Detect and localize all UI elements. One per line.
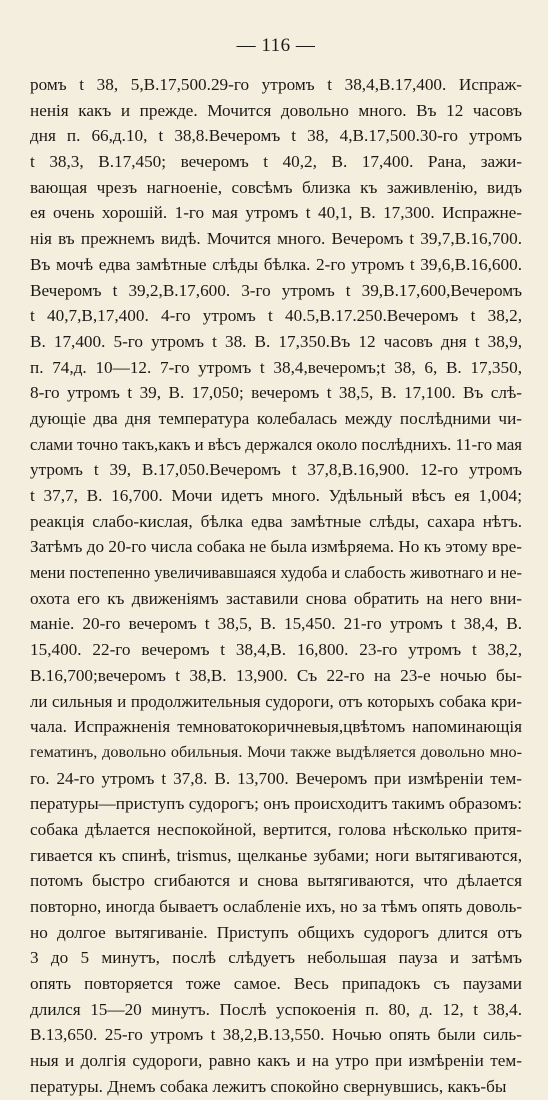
text-line: маніе. 20-го вечеромъ t 38,5, В. 15,450. 21-го утромъ t 38,4, В. xyxy=(30,614,522,634)
text-line: чала. Испражненія темноватокоричневыя,цвѣтомъ напоминающія xyxy=(30,717,522,737)
text-line: ли сильныя и продолжительныя судороги, отъ которыхъ собака кри- xyxy=(30,691,522,711)
text-line: 15,400. 22-го вечеромъ t 38,4,В. 16,800. 23-го утромъ t 38,2, xyxy=(30,640,522,660)
text-line: потомъ быстро сгибаются и снова вытягиваются, что дѣлается xyxy=(30,871,522,891)
text-line: длился 15—20 минутъ. Послѣ успокоенія п. 80, д. 12, t 38,4. xyxy=(30,999,522,1019)
text-line: t 38,3, В.17,450; вечеромъ t 40,2, В. 17,400. Рана, зажи- xyxy=(30,152,522,172)
text-line: нія въ прежнемъ видѣ. Мочится много. Вечеромъ t 39,7,В.16,700. xyxy=(30,229,522,249)
text-line: собака дѣлается неспокойной, вертится, голова нѣсколько притя- xyxy=(30,819,522,839)
text-line: мени постепенно увеличивавшаяся худоба и слабость животнаго и не- xyxy=(30,563,522,583)
text-line: В.16,700;вечеромъ t 38,В. 13,900. Съ 22-го на 23-е ночью бы- xyxy=(30,665,522,685)
text-line: В. 17,400. 5-го утромъ t 38. В. 17,350.Въ 12 часовъ дня t 38,9, xyxy=(30,331,522,351)
text-line: дня п. 66,д.10, t 38,8.Вечеромъ t 38, 4,В.17,500.30-го утромъ xyxy=(30,126,522,146)
body-text xyxy=(30,72,522,1100)
text-line: повторно, иногда бываетъ ослабленіе ихъ, но за тѣмъ опять доволь- xyxy=(30,897,522,916)
text-line: Въ мочѣ едва замѣтные слѣды бѣлка. 2-го утромъ t 39,6,В.16,600. xyxy=(30,254,522,274)
text-line: 8-го утромъ t 39, В. 17,050; вечеромъ t 38,5, В. 17,100. Въ слѣ- xyxy=(30,383,522,403)
text-line: го. 24-го утромъ t 37,8. В. 13,700. Вечеромъ при измѣреніи тем- xyxy=(30,768,522,788)
text-line: вающая чрезъ нагноеніе, совсѣмъ близка къ заживленію, видъ xyxy=(30,177,522,197)
text-line: ромъ t 38, 5,В.17,500.29-го утромъ t 38,4,В.17,400. Испраж- xyxy=(30,75,522,94)
text-line: В.13,650. 25-го утромъ t 38,2,В.13,550. Ночью опять были силь- xyxy=(30,1025,522,1045)
text-line: 3 до 5 минутъ, послѣ слѣдуетъ небольшая пауза и затѣмъ xyxy=(30,948,522,968)
text-line: реакція слабо-кислая, бѣлка едва замѣтные слѣды, сахара нѣтъ. xyxy=(30,511,522,531)
text-line: гивается къ спинѣ, trismus, щелканье зубами; ноги вытягиваются, xyxy=(30,845,522,865)
text-line: опять повторяется тоже самое. Весь припадокъ съ паузами xyxy=(30,974,522,994)
text-line: ныя и долгія судороги, равно какъ и на утро при измѣреніи тем- xyxy=(30,1051,522,1071)
text-line: ея очень хорошій. 1-го мая утромъ t 40,1, В. 17,300. Испражне- xyxy=(30,203,522,223)
text-line: ненія какъ и прежде. Мочится довольно много. Въ 12 часовъ xyxy=(30,100,522,120)
text-line: п. 74,д. 10—12. 7-го утромъ t 38,4,вечеромъ;t 38, 6, В. 17,350, xyxy=(30,357,522,377)
text-line: но долгое вытягиваніе. Приступъ общихъ судорогъ длится отъ xyxy=(30,922,522,942)
text-line: слами точно такъ,какъ и вѣсъ держался около послѣднихъ. 11-го мая xyxy=(30,434,522,454)
text-line: t 40,7,В,17,400. 4-го утромъ t 40.5,В.17.250.Вечеромъ t 38,2, xyxy=(30,306,522,326)
text-line: дующіе два дня температура колебалась между послѣдними чи- xyxy=(30,408,522,428)
page-number: — 116 — xyxy=(236,35,316,56)
text-line: утромъ t 39, В.17,050.Вечеромъ t 37,8,В.16,900. 12-го утромъ xyxy=(30,460,522,480)
text-line: пературы—приступъ судорогъ; онъ происходитъ такимъ образомъ: xyxy=(30,794,522,814)
text-line: гематинъ, довольно обильныя. Мочи также выдѣляется довольно мно- xyxy=(30,742,522,761)
text-line: Вечеромъ t 39,2,В.17,600. 3-го утромъ t 39,В.17,600,Вечеромъ xyxy=(30,280,522,300)
text-line: Затѣмъ до 20-го числа собака не была измѣряема. Но къ этому вре- xyxy=(30,537,522,557)
text-line: t 37,7, В. 16,700. Мочи идетъ много. Удѣльный вѣсъ ея 1,004; xyxy=(30,486,522,505)
text-line: пературы. Днемъ собака лежитъ спокойно свернувшись, какъ-бы xyxy=(30,1076,507,1096)
text-line: охота его къ движеніямъ заставили снова обратить на него вни- xyxy=(30,588,522,608)
